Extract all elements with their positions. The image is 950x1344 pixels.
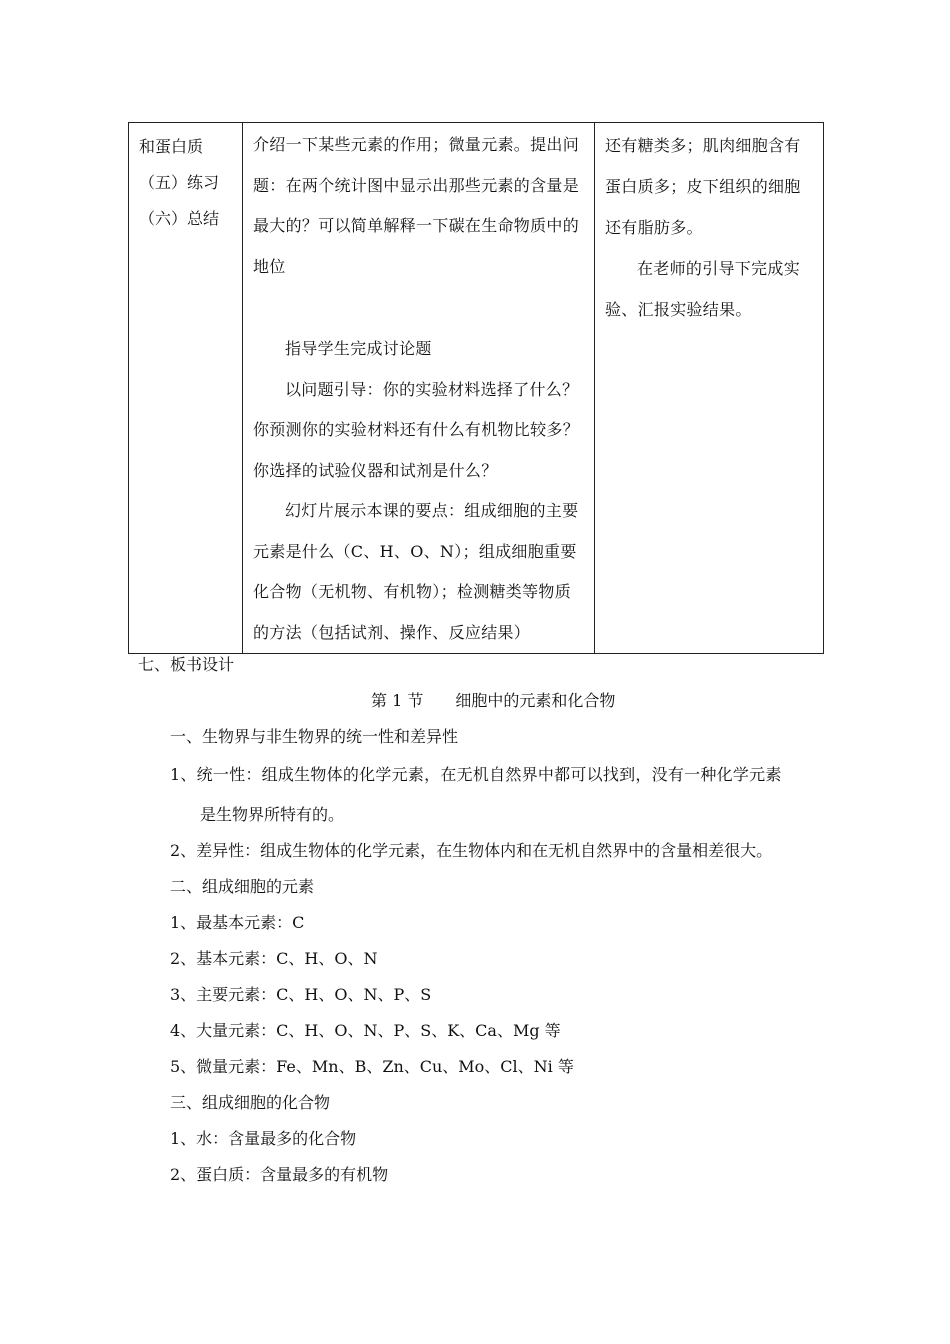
list-item-continuation: 是生物界所特有的。 (200, 805, 345, 824)
lesson-table (128, 122, 824, 654)
subsection-heading: 一、生物界与非生物界的统一性和差异性 (170, 727, 459, 746)
teacher-paragraph: 以问题引导：你的实验材料选择了什么？你预测你的实验材料还有什么有机物比较多？你选择的试验仪器和试剂是什么？ (253, 379, 580, 480)
list-item: 4、大量元素：C、H、O、N、P、S、K、Ca、Mg 等 (170, 1021, 561, 1040)
list-item: 1、水：含量最多的化合物 (170, 1129, 357, 1148)
list-item: 2、基本元素：C、H、O、N (170, 949, 378, 968)
subsection-heading: 二、组成细胞的元素 (170, 877, 315, 896)
list-item: 5、微量元素：Fe、Mn、B、Zn、Cu、Mo、Cl、Ni 等 (170, 1057, 574, 1076)
list-item: 2、蛋白质：含量最多的有机物 (170, 1165, 389, 1184)
student-paragraph: 在老师的引导下完成实验、汇报实验结果。 (605, 259, 801, 319)
teacher-activity-cell (243, 123, 595, 654)
teacher-paragraph: 幻灯片展示本课的要点：组成细胞的主要元素是什么（C、H、O、N）；组成细胞重要化合物（无机物、有机物）；检测糖类等物质的方法（包括试剂、操作、反应结果） (253, 501, 579, 642)
stage-item: （六）总结 (139, 209, 220, 228)
student-activity-cell (595, 123, 824, 654)
table-row (129, 123, 824, 654)
list-item: 3、主要元素：C、H、O、N、P、S (170, 985, 432, 1004)
stage-item: （五）练习 (139, 173, 220, 192)
list-item: 2、差异性：组成生物体的化学元素，在生物体内和在无机自然界中的含量相差很大。 (170, 841, 773, 860)
section-heading: 七、板书设计 (138, 655, 235, 674)
list-item: 1、最基本元素：C (170, 913, 305, 932)
teacher-paragraph: 指导学生完成讨论题 (285, 339, 432, 358)
board-title: 第 1 节 细胞中的元素和化合物 (371, 691, 616, 710)
stage-item: 和蛋白质 (139, 137, 204, 156)
subsection-heading: 三、组成细胞的化合物 (170, 1093, 331, 1112)
list-item: 1、统一性：组成生物体的化学元素，在无机自然界中都可以找到，没有一种化学元素 (170, 765, 782, 784)
student-paragraph: 还有糖类多；肌肉细胞含有蛋白质多；皮下组织的细胞还有脂肪多。 (605, 136, 801, 237)
stage-cell (129, 123, 243, 654)
teacher-paragraph: 介绍一下某些元素的作用；微量元素。提出问题：在两个统计图中显示出那些元素的含量是最大的？可以简单解释一下碳在生命物质中的地位 (253, 135, 580, 276)
